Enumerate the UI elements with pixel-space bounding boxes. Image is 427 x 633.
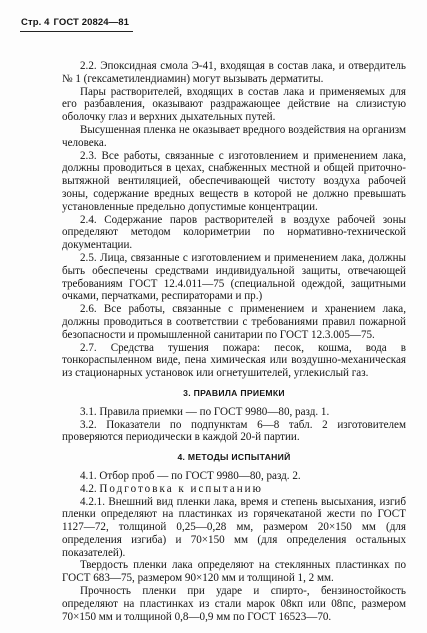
paragraph-2-5: 2.5. Лица, связанные с изготовлением и применением лака, должны быть обеспечены средствами индивидуальной защиты, отвечающей требованиям ГОСТ 12.4.011—75 (специальной одеждой, защитными очками, перчатками, респираторами и пр.) (62, 251, 406, 303)
paragraph-3-2: 3.2. Показатели по подпунктам 6—8 табл. 2 изготовителем проверяются периодически в каждой 20-й партии. (62, 418, 406, 444)
paragraph-hardness: Твердость пленки лака определяют на стеклянных пластинках по ГОСТ 683—75, размером 90×120 мм и толщиной 1, 2 мм. (62, 559, 406, 585)
header-rule (20, 31, 133, 32)
paragraph-2-7: 2.7. Средства тушения пожара: песок, кошма, вода в тонкораспыленном виде, пена химическая или воздушно-механическая из стационарных установок или огнетушителей, углекислый газ. (62, 341, 406, 380)
paragraph-2-2: 2.2. Эпоксидная смола Э-41, входящая в состав лака, и отвердитель № 1 (гексаметилендиамин) могут вызывать дерматиты. (62, 60, 406, 85)
paragraph-vapors: Пары растворителей, входящих в состав лака и применяемых для его разбавления, оказывают раздражающее действие на слизистую оболочку глаз и верхних дыхательных путей. (62, 85, 406, 124)
paragraph-4-2-1: 4.2.1. Внешний вид пленки лака, время и степень высыхания, изгиб пленки определяют на пластинках из горячекатаной жести по ГОСТ 1127—72, толщиной 0,25—0,28 мм, размером 20×150 мм (для определения изгиба) и 70×150 мм (для определения остальных показателей). (62, 495, 406, 559)
paragraph-4-2-title: Подготовка к испытанию (99, 482, 263, 495)
paragraph-4-2 (62, 483, 406, 496)
paragraph-impact-strength: Прочность пленки при ударе и спирто-, бензиностойкость определяют на пластинках из стали марок 08кп или 08пс, размером 70×150 мм и толщиной 0,8—0,9 мм по ГОСТ 16523—70. (62, 585, 406, 623)
section-3-heading: 3. ПРАВИЛА ПРИЕМКИ (183, 387, 285, 398)
page-label: Стр. 4 (21, 17, 50, 28)
paragraph-2-4: 2.4. Содержание паров растворителей в воздухе рабочей зоны определяют методом колориметрии по нормативно-технической документации. (62, 213, 406, 252)
paragraph-2-3: 2.3. Все работы, связанные с изготовлением и применением лака, должны проводиться в цехах, снабженных местной и общей приточно-вытяжной вентиляцией, обеспечивающей чистоту воздуха рабочей зоны, содержание вредных веществ в которой не должно превышать установленные предельно допустимые концентрации. (62, 149, 406, 213)
paragraph-4-2-number: 4.2. (80, 482, 97, 495)
body-text (62, 60, 406, 623)
page-header (21, 17, 133, 28)
paragraph-dried-film: Высушенная пленка не оказывает вредного воздействия на организм человека. (62, 123, 406, 149)
standard-number: ГОСТ 20824—81 (53, 17, 129, 28)
paragraph-4-1: 4.1. Отбор проб — по ГОСТ 9980—80, разд. 2. (80, 469, 301, 482)
section-4-heading: 4. МЕТОДЫ ИСПЫТАНИЙ (177, 452, 291, 463)
paragraph-3-1: 3.1. Правила приемки — по ГОСТ 9980—80, разд. 1. (80, 405, 330, 418)
paragraph-2-6: 2.6. Все работы, связанные с применением и хранением лака, должны проводиться в соответствии с требованиями правил пожарной безопасности и промышленной санитарии по ГОСТ 12.3.005—75. (62, 303, 406, 341)
